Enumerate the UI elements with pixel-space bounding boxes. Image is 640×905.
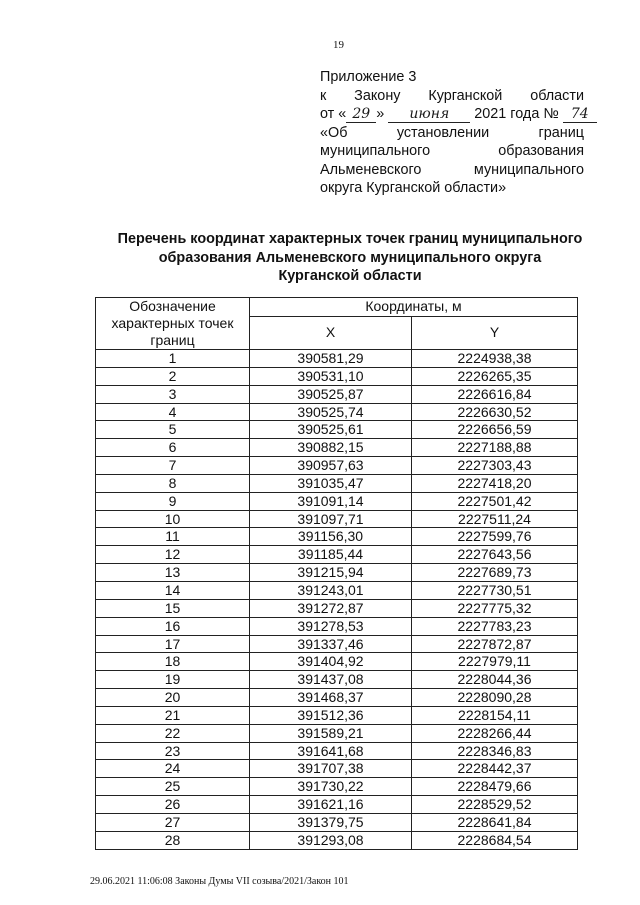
point-number-cell: 21 bbox=[96, 706, 250, 724]
table-row bbox=[96, 599, 578, 617]
x-coordinate-cell: 391091,14 bbox=[250, 492, 412, 510]
y-coordinate-cell: 2227872,87 bbox=[412, 635, 578, 653]
y-coordinate-cell: 2228044,36 bbox=[412, 671, 578, 689]
appendix-word: Курганской bbox=[428, 87, 503, 104]
y-coordinate-cell: 2228154,11 bbox=[412, 706, 578, 724]
point-number-cell: 12 bbox=[96, 546, 250, 564]
table-row bbox=[96, 421, 578, 439]
table-row bbox=[96, 671, 578, 689]
appendix-word: Альменевского bbox=[320, 161, 422, 178]
table-row bbox=[96, 813, 578, 831]
y-coordinate-cell: 2228684,54 bbox=[412, 831, 578, 849]
header-designation: Обозначение характерных точек границ bbox=[96, 298, 250, 350]
y-coordinate-cell: 2227188,88 bbox=[412, 439, 578, 457]
appendix-word: области bbox=[530, 87, 585, 104]
point-number-cell: 18 bbox=[96, 653, 250, 671]
point-number-cell: 22 bbox=[96, 724, 250, 742]
y-coordinate-cell: 2226630,52 bbox=[412, 403, 578, 421]
title-line: Курганской области bbox=[278, 268, 422, 284]
point-number-cell: 1 bbox=[96, 350, 250, 368]
x-coordinate-cell: 391097,71 bbox=[250, 510, 412, 528]
y-coordinate-cell: 2226656,59 bbox=[412, 421, 578, 439]
x-coordinate-cell: 391404,92 bbox=[250, 653, 412, 671]
y-coordinate-cell: 2228479,66 bbox=[412, 778, 578, 796]
point-number-cell: 11 bbox=[96, 528, 250, 546]
y-coordinate-cell: 2227501,42 bbox=[412, 492, 578, 510]
y-coordinate-cell: 2227979,11 bbox=[412, 653, 578, 671]
y-coordinate-cell: 2227643,56 bbox=[412, 546, 578, 564]
table-row bbox=[96, 617, 578, 635]
point-number-cell: 26 bbox=[96, 796, 250, 814]
table-row bbox=[96, 778, 578, 796]
table-row bbox=[96, 724, 578, 742]
point-number-cell: 23 bbox=[96, 742, 250, 760]
x-coordinate-cell: 391243,01 bbox=[250, 581, 412, 599]
table-row bbox=[96, 510, 578, 528]
point-number-cell: 14 bbox=[96, 581, 250, 599]
point-number-cell: 16 bbox=[96, 617, 250, 635]
table-row bbox=[96, 474, 578, 492]
y-coordinate-cell: 2227303,43 bbox=[412, 457, 578, 475]
header-coordinates: Координаты, м bbox=[250, 298, 578, 317]
date-day-handwritten: 29 bbox=[346, 107, 376, 123]
appendix-word: границ bbox=[538, 124, 585, 141]
y-coordinate-cell: 2228266,44 bbox=[412, 724, 578, 742]
y-coordinate-cell: 2227511,24 bbox=[412, 510, 578, 528]
table-body bbox=[96, 350, 578, 850]
x-coordinate-cell: 391379,75 bbox=[250, 813, 412, 831]
date-prefix: от « bbox=[320, 106, 347, 122]
table-row bbox=[96, 689, 578, 707]
y-coordinate-cell: 2224938,38 bbox=[412, 350, 578, 368]
table-row bbox=[96, 581, 578, 599]
table-row bbox=[96, 367, 578, 385]
x-coordinate-cell: 391035,47 bbox=[250, 474, 412, 492]
y-coordinate-cell: 2226265,35 bbox=[412, 367, 578, 385]
y-coordinate-cell: 2227599,76 bbox=[412, 528, 578, 546]
point-number-cell: 7 bbox=[96, 457, 250, 475]
y-coordinate-cell: 2227775,32 bbox=[412, 599, 578, 617]
point-number-cell: 2 bbox=[96, 367, 250, 385]
y-coordinate-cell: 2227783,23 bbox=[412, 617, 578, 635]
point-number-cell: 4 bbox=[96, 403, 250, 421]
appendix-almenevo-line bbox=[320, 161, 584, 180]
table-row bbox=[96, 385, 578, 403]
appendix-region-line: округа Курганской области» bbox=[320, 180, 507, 196]
table-row bbox=[96, 635, 578, 653]
x-coordinate-cell: 391730,22 bbox=[250, 778, 412, 796]
x-coordinate-cell: 390525,61 bbox=[250, 421, 412, 439]
point-number-cell: 19 bbox=[96, 671, 250, 689]
point-number-cell: 10 bbox=[96, 510, 250, 528]
y-coordinate-cell: 2227730,51 bbox=[412, 581, 578, 599]
date-quote-close: » bbox=[376, 106, 385, 122]
title-line: Перечень координат характерных точек границ муниципального bbox=[117, 231, 583, 247]
point-number-cell: 24 bbox=[96, 760, 250, 778]
law-number-handwritten: 74 bbox=[563, 107, 597, 123]
point-number-cell: 25 bbox=[96, 778, 250, 796]
table-row bbox=[96, 403, 578, 421]
appendix-word: муниципального bbox=[320, 143, 431, 159]
footer-stamp: 29.06.2021 11:06:08 Законы Думы VII созыва/2021/Закон 101 bbox=[90, 876, 349, 887]
table-row bbox=[96, 457, 578, 475]
appendix-law-line bbox=[320, 87, 584, 106]
appendix-word: установлении bbox=[396, 124, 490, 141]
x-coordinate-cell: 391215,94 bbox=[250, 564, 412, 582]
y-coordinate-cell: 2228641,84 bbox=[412, 813, 578, 831]
y-coordinate-cell: 2226616,84 bbox=[412, 385, 578, 403]
x-coordinate-cell: 390882,15 bbox=[250, 439, 412, 457]
date-year: 2021 года № bbox=[474, 106, 559, 122]
x-coordinate-cell: 391272,87 bbox=[250, 599, 412, 617]
table-row bbox=[96, 492, 578, 510]
appendix-about-line bbox=[320, 124, 584, 143]
x-coordinate-cell: 391185,44 bbox=[250, 546, 412, 564]
document-title bbox=[60, 230, 640, 286]
x-coordinate-cell: 391621,16 bbox=[250, 796, 412, 814]
page-number: 19 bbox=[333, 39, 344, 51]
y-coordinate-cell: 2227689,73 bbox=[412, 564, 578, 582]
appendix-header bbox=[320, 68, 589, 198]
appendix-word: муниципального bbox=[473, 161, 584, 178]
point-number-cell: 20 bbox=[96, 689, 250, 707]
table-row bbox=[96, 350, 578, 368]
x-coordinate-cell: 391293,08 bbox=[250, 831, 412, 849]
x-coordinate-cell: 391707,38 bbox=[250, 760, 412, 778]
appendix-date-line bbox=[320, 105, 589, 124]
table-row bbox=[96, 796, 578, 814]
header-y: Y bbox=[412, 316, 578, 349]
point-number-cell: 9 bbox=[96, 492, 250, 510]
x-coordinate-cell: 390525,74 bbox=[250, 403, 412, 421]
point-number-cell: 5 bbox=[96, 421, 250, 439]
table-row bbox=[96, 742, 578, 760]
y-coordinate-cell: 2228090,28 bbox=[412, 689, 578, 707]
point-number-cell: 15 bbox=[96, 599, 250, 617]
y-coordinate-cell: 2228529,52 bbox=[412, 796, 578, 814]
table-row bbox=[96, 706, 578, 724]
point-number-cell: 28 bbox=[96, 831, 250, 849]
x-coordinate-cell: 390581,29 bbox=[250, 350, 412, 368]
table-row bbox=[96, 439, 578, 457]
table-row bbox=[96, 546, 578, 564]
appendix-word: «Об bbox=[320, 124, 348, 141]
x-coordinate-cell: 391156,30 bbox=[250, 528, 412, 546]
x-coordinate-cell: 391589,21 bbox=[250, 724, 412, 742]
x-coordinate-cell: 391512,36 bbox=[250, 706, 412, 724]
appendix-word: образования bbox=[498, 143, 584, 159]
y-coordinate-cell: 2227418,20 bbox=[412, 474, 578, 492]
table-row bbox=[96, 653, 578, 671]
date-month-handwritten: июня bbox=[388, 107, 470, 123]
table-header-row bbox=[96, 298, 578, 317]
y-coordinate-cell: 2228442,37 bbox=[412, 760, 578, 778]
table-row bbox=[96, 528, 578, 546]
x-coordinate-cell: 391641,68 bbox=[250, 742, 412, 760]
x-coordinate-cell: 391337,46 bbox=[250, 635, 412, 653]
appendix-title: Приложение 3 bbox=[320, 69, 417, 85]
point-number-cell: 6 bbox=[96, 439, 250, 457]
header-x: X bbox=[250, 316, 412, 349]
title-line: образования Альменевского муниципального округа bbox=[158, 249, 542, 266]
appendix-word: Закону bbox=[354, 87, 401, 104]
point-number-cell: 27 bbox=[96, 813, 250, 831]
x-coordinate-cell: 390531,10 bbox=[250, 367, 412, 385]
x-coordinate-cell: 391437,08 bbox=[250, 671, 412, 689]
table-row bbox=[96, 760, 578, 778]
x-coordinate-cell: 391468,37 bbox=[250, 689, 412, 707]
x-coordinate-cell: 390525,87 bbox=[250, 385, 412, 403]
point-number-cell: 13 bbox=[96, 564, 250, 582]
x-coordinate-cell: 391278,53 bbox=[250, 617, 412, 635]
x-coordinate-cell: 390957,63 bbox=[250, 457, 412, 475]
appendix-municipal-line bbox=[320, 142, 584, 161]
point-number-cell: 17 bbox=[96, 635, 250, 653]
table-row bbox=[96, 831, 578, 849]
appendix-word: к bbox=[320, 87, 327, 104]
point-number-cell: 3 bbox=[96, 385, 250, 403]
y-coordinate-cell: 2228346,83 bbox=[412, 742, 578, 760]
coordinates-table bbox=[95, 297, 578, 850]
table-row bbox=[96, 564, 578, 582]
point-number-cell: 8 bbox=[96, 474, 250, 492]
